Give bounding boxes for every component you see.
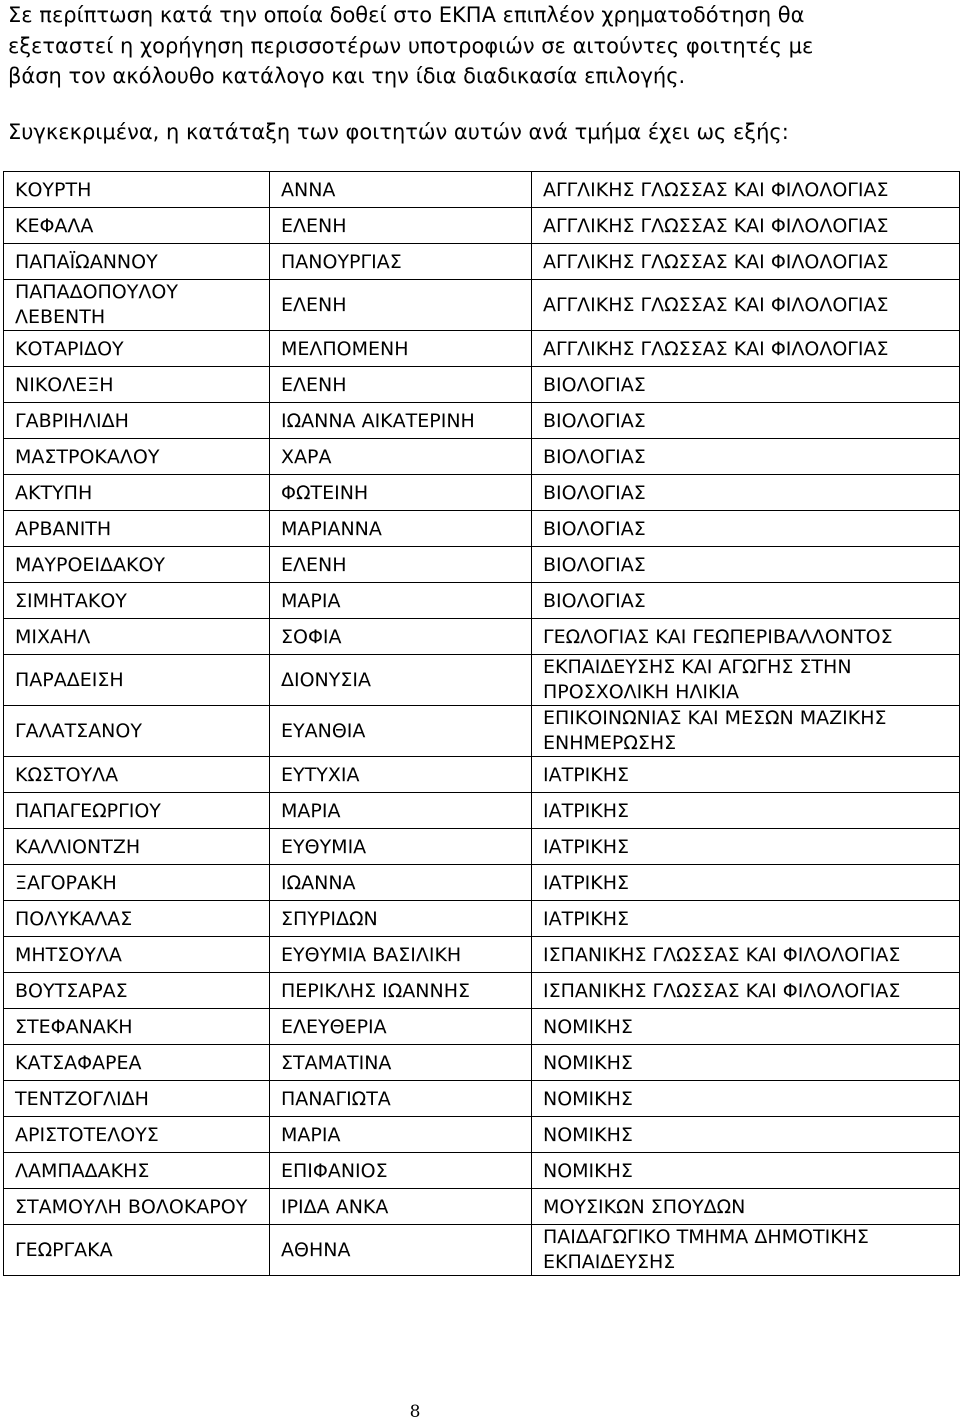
intro-line: βάση τον ακόλουθο κατάλογο και την ίδια διαδικασία επιλογής. [8,64,686,88]
table-row [4,331,960,367]
surname-cell: ΓΑΛΑΤΣΑΝΟΥ [4,706,270,757]
department-cell: ΙΑΤΡΙΚΗΣ [532,757,960,793]
department-cell: ΒΙΟΛΟΓΙΑΣ [532,475,960,511]
name-cell: ΣΟΦΙΑ [270,619,532,655]
department-cell: ΕΠΙΚΟΙΝΩΝΙΑΣ ΚΑΙ ΜΕΣΩΝ ΜΑΖΙΚΗΣ ΕΝΗΜΕΡΩΣΗΣ [532,706,960,757]
surname-cell: ΚΟΥΡΤΗ [4,172,270,208]
name-cell: ΕΛΕΝΗ [270,208,532,244]
department-cell: ΙΑΤΡΙΚΗΣ [532,901,960,937]
department-cell: ΙΣΠΑΝΙΚΗΣ ΓΛΩΣΣΑΣ ΚΑΙ ΦΙΛΟΛΟΓΙΑΣ [532,973,960,1009]
table-row [4,367,960,403]
department-cell: ΝΟΜΙΚΗΣ [532,1081,960,1117]
name-cell: ΕΛΕΝΗ [270,547,532,583]
name-cell: ΦΩΤΕΙΝΗ [270,475,532,511]
surname-cell: ΚΟΤΑΡΙΔΟΥ [4,331,270,367]
surname-cell: ΠΑΡΑΔΕΙΣΗ [4,655,270,706]
table-row [4,937,960,973]
surname-cell: ΣΤΕΦΑΝΑΚΗ [4,1009,270,1045]
table-row [4,1189,960,1225]
name-cell: ΣΠΥΡΙΔΩΝ [270,901,532,937]
department-cell: ΝΟΜΙΚΗΣ [532,1117,960,1153]
name-cell: ΕΠΙΦΑΝΙΟΣ [270,1153,532,1189]
department-cell: ΒΙΟΛΟΓΙΑΣ [532,403,960,439]
department-cell: ΜΟΥΣΙΚΩΝ ΣΠΟΥΔΩΝ [532,1189,960,1225]
table-row [4,655,960,706]
surname-cell: ΚΕΦΑΛΑ [4,208,270,244]
name-cell: ΠΑΝΑΓΙΩΤΑ [270,1081,532,1117]
name-cell: ΑΝΝΑ [270,172,532,208]
table-row [4,1153,960,1189]
table-row [4,706,960,757]
department-cell: ΠΑΙΔΑΓΩΓΙΚΟ ΤΜΗΜΑ ΔΗΜΟΤΙΚΗΣ ΕΚΠΑΙΔΕΥΣΗΣ [532,1225,960,1276]
surname-cell: ΠΟΛΥΚΑΛΑΣ [4,901,270,937]
name-cell: ΕΥΤΥΧΙΑ [270,757,532,793]
table-row [4,1009,960,1045]
name-cell: ΜΑΡΙΑ [270,793,532,829]
table-row [4,973,960,1009]
department-cell: ΒΙΟΛΟΓΙΑΣ [532,511,960,547]
surname-cell: ΒΟΥΤΣΑΡΑΣ [4,973,270,1009]
name-cell: ΔΙΟΝΥΣΙΑ [270,655,532,706]
department-cell: ΑΓΓΛΙΚΗΣ ΓΛΩΣΣΑΣ ΚΑΙ ΦΙΛΟΛΟΓΙΑΣ [532,208,960,244]
table-row [4,619,960,655]
surname-cell: ΣΙΜΗΤΑΚΟΥ [4,583,270,619]
intro-line: Σε περίπτωση κατά την οποία δοθεί στο ΕΚΠΑ επιπλέον χρηματοδότηση θα [8,3,805,27]
surname-cell: ΛΑΜΠΑΔΑΚΗΣ [4,1153,270,1189]
table-row [4,1045,960,1081]
department-cell: ΝΟΜΙΚΗΣ [532,1153,960,1189]
table-row [4,1225,960,1276]
department-cell: ΒΙΟΛΟΓΙΑΣ [532,547,960,583]
name-cell: ΙΩΑΝΝΑ ΑΙΚΑΤΕΡΙΝΗ [270,403,532,439]
name-cell: ΜΑΡΙΑΝΝΑ [270,511,532,547]
surname-cell: ΑΡΒΑΝΙΤΗ [4,511,270,547]
surname-cell: ΜΑΣΤΡΟΚΑΛΟΥ [4,439,270,475]
name-cell: ΠΑΝΟΥΡΓΙΑΣ [270,244,532,280]
surname-cell: ΠΑΠΑΔΟΠΟΥΛΟΥ ΛΕΒΕΝΤΗ [4,280,270,331]
surname-cell: ΝΙΚΟΛΕΞΗ [4,367,270,403]
name-cell: ΕΛΕΥΘΕΡΙΑ [270,1009,532,1045]
table-row [4,280,960,331]
table-row [4,208,960,244]
name-cell: ΜΕΛΠΟΜΕΝΗ [270,331,532,367]
intro-paragraph [8,0,952,92]
table-row [4,475,960,511]
surname-cell: ΠΑΠΑΓΕΩΡΓΙΟΥ [4,793,270,829]
department-cell: ΒΙΟΛΟΓΙΑΣ [532,367,960,403]
surname-cell: ΞΑΓΟΡΑΚΗ [4,865,270,901]
surname-cell: ΚΑΛΛΙΟΝΤΖΗ [4,829,270,865]
name-cell: ΜΑΡΙΑ [270,1117,532,1153]
department-cell: ΒΙΟΛΟΓΙΑΣ [532,583,960,619]
surname-cell: ΑΚΤΥΠΗ [4,475,270,511]
table-row [4,403,960,439]
intro-line: εξεταστεί η χορήγηση περισσοτέρων υποτροφιών σε αιτούντες φοιτητές με [8,33,814,58]
name-cell: ΣΤΑΜΑΤΙΝΑ [270,1045,532,1081]
table-row [4,793,960,829]
department-cell: ΙΣΠΑΝΙΚΗΣ ΓΛΩΣΣΑΣ ΚΑΙ ΦΙΛΟΛΟΓΙΑΣ [532,937,960,973]
surname-cell: ΚΑΤΣΑΦΑΡΕΑ [4,1045,270,1081]
surname-cell: ΓΑΒΡΙΗΛΙΔΗ [4,403,270,439]
surname-cell: ΜΑΥΡΟΕΙΔΑΚΟΥ [4,547,270,583]
lead-sentence: Συγκεκριμένα, η κατάταξη των φοιτητών αυτών ανά τμήμα έχει ως εξής: [8,120,789,144]
surname-cell: ΑΡΙΣΤΟΤΕΛΟΥΣ [4,1117,270,1153]
name-cell: ΕΛΕΝΗ [270,367,532,403]
name-cell: ΕΥΘΥΜΙΑ ΒΑΣΙΛΙΚΗ [270,937,532,973]
surname-cell: ΜΙΧΑΗΛ [4,619,270,655]
table-row [4,1117,960,1153]
table-row [4,244,960,280]
name-cell: ΕΛΕΝΗ [270,280,532,331]
students-table [3,171,960,1276]
surname-cell: ΣΤΑΜΟΥΛΗ ΒΟΛΟΚΑΡΟΥ [4,1189,270,1225]
name-cell: ΙΩΑΝΝΑ [270,865,532,901]
surname-cell: ΚΩΣΤΟΥΛΑ [4,757,270,793]
department-cell: ΝΟΜΙΚΗΣ [532,1009,960,1045]
table-row [4,583,960,619]
table-row [4,757,960,793]
name-cell: ΑΘΗΝΑ [270,1225,532,1276]
name-cell: ΧΑΡΑ [270,439,532,475]
department-cell: ΒΙΟΛΟΓΙΑΣ [532,439,960,475]
table-row [4,901,960,937]
department-cell: ΓΕΩΛΟΓΙΑΣ ΚΑΙ ΓΕΩΠΕΡΙΒΑΛΛΟΝΤΟΣ [532,619,960,655]
name-cell: ΠΕΡΙΚΛΗΣ ΙΩΑΝΝΗΣ [270,973,532,1009]
name-cell: ΕΥΑΝΘΙΑ [270,706,532,757]
page-number: 8 [409,1402,421,1422]
department-cell: ΑΓΓΛΙΚΗΣ ΓΛΩΣΣΑΣ ΚΑΙ ΦΙΛΟΛΟΓΙΑΣ [532,280,960,331]
table-row [4,829,960,865]
name-cell: ΜΑΡΙΑ [270,583,532,619]
table-row [4,172,960,208]
table-row [4,865,960,901]
department-cell: ΑΓΓΛΙΚΗΣ ΓΛΩΣΣΑΣ ΚΑΙ ΦΙΛΟΛΟΓΙΑΣ [532,244,960,280]
table-row [4,1081,960,1117]
department-cell: ΑΓΓΛΙΚΗΣ ΓΛΩΣΣΑΣ ΚΑΙ ΦΙΛΟΛΟΓΙΑΣ [532,172,960,208]
department-cell: ΙΑΤΡΙΚΗΣ [532,865,960,901]
department-cell: ΙΑΤΡΙΚΗΣ [532,829,960,865]
table-row [4,511,960,547]
surname-cell: ΤΕΝΤΖΟΓΛΙΔΗ [4,1081,270,1117]
table-row [4,439,960,475]
department-cell: ΙΑΤΡΙΚΗΣ [532,793,960,829]
name-cell: ΕΥΘΥΜΙΑ [270,829,532,865]
department-cell: ΑΓΓΛΙΚΗΣ ΓΛΩΣΣΑΣ ΚΑΙ ΦΙΛΟΛΟΓΙΑΣ [532,331,960,367]
surname-cell: ΜΗΤΣΟΥΛΑ [4,937,270,973]
surname-cell: ΠΑΠΑΪΩΑΝΝΟΥ [4,244,270,280]
department-cell: ΝΟΜΙΚΗΣ [532,1045,960,1081]
name-cell: ΙΡΙΔΑ ΑΝΚΑ [270,1189,532,1225]
department-cell: ΕΚΠΑΙΔΕΥΣΗΣ ΚΑΙ ΑΓΩΓΗΣ ΣΤΗΝ ΠΡΟΣΧΟΛΙΚΗ ΗΛΙΚΙΑ [532,655,960,706]
surname-cell: ΓΕΩΡΓΑΚΑ [4,1225,270,1276]
table-row [4,547,960,583]
